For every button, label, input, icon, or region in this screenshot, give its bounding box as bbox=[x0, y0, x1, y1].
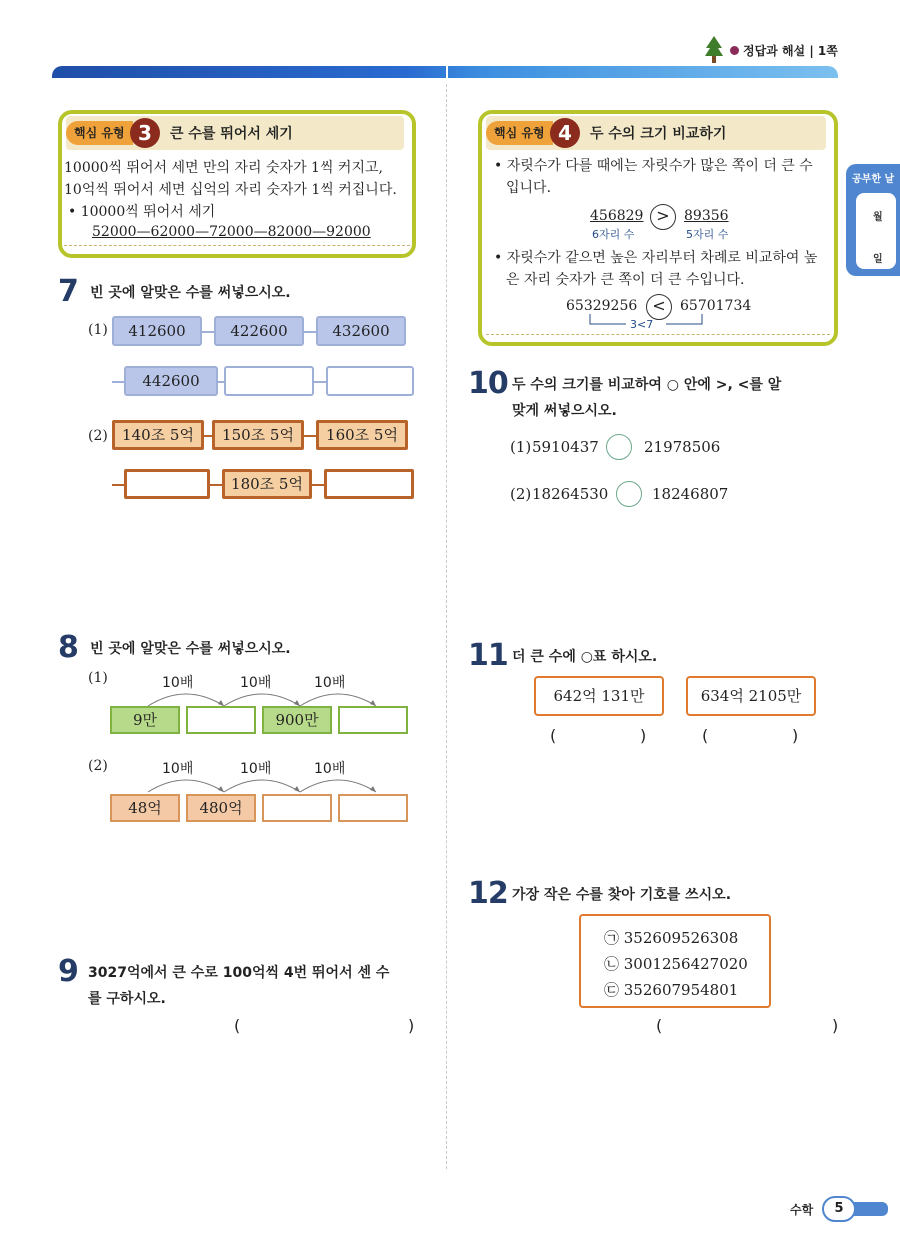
question-number: 8 bbox=[58, 630, 78, 665]
concept-number: 3 bbox=[130, 118, 160, 148]
answer-blank[interactable] bbox=[324, 469, 414, 499]
page-number: 5 bbox=[822, 1196, 856, 1222]
concept-dotted-line bbox=[64, 245, 410, 246]
concept-tag: 핵심 유형 bbox=[486, 121, 553, 145]
concept-text-line: 입니다. bbox=[506, 180, 552, 196]
concept-text-line: 10000씩 뛰어서 세면 만의 자리 숫자가 1씩 커지고, bbox=[64, 160, 383, 176]
sub-question-label: (2) bbox=[88, 758, 108, 774]
answer-paren-close: ) bbox=[792, 726, 799, 745]
answer-blank[interactable] bbox=[326, 366, 414, 396]
study-date-title: 공부한 날 bbox=[852, 174, 895, 185]
number-box: 480억 bbox=[186, 794, 256, 822]
top-bar-divider bbox=[446, 66, 448, 78]
step-label: 10배 bbox=[314, 675, 346, 691]
example-right-number: 89356 bbox=[684, 208, 729, 224]
sub-question-label: (1) bbox=[88, 670, 108, 686]
compare-right-number: 18246807 bbox=[652, 485, 729, 503]
question-text: 빈 곳에 알맞은 수를 써넣으시오. bbox=[90, 641, 291, 657]
number-box: 180조 5억 bbox=[222, 469, 312, 499]
sub-question-label: (1) bbox=[88, 322, 108, 338]
concept-sequence: 52000—62000—72000—82000—92000 bbox=[92, 224, 371, 240]
question-number: 7 bbox=[58, 274, 78, 309]
compare-left-number: 5910437 bbox=[532, 438, 599, 456]
question-text: 빈 곳에 알맞은 수를 써넣으시오. bbox=[90, 285, 291, 301]
concept-bullet: • 자릿수가 같으면 높은 자리부터 차례로 비교하여 높 bbox=[494, 250, 818, 266]
study-month-label: 월 bbox=[873, 212, 883, 223]
footer-subject: 수학 bbox=[790, 1203, 814, 1217]
concept-bullet: • 자릿수가 다를 때에는 자릿수가 많은 쪽이 더 큰 수 bbox=[494, 158, 813, 174]
answer-paren-open: ( bbox=[656, 1016, 663, 1035]
choice-item: ㉠ 352609526308 bbox=[604, 929, 739, 947]
concept-title: 큰 수를 뛰어서 세기 bbox=[170, 126, 293, 142]
number-box: 422600 bbox=[214, 316, 304, 346]
sub-question-label: (2) bbox=[88, 428, 108, 444]
answer-paren-close: ) bbox=[640, 726, 647, 745]
step-label: 10배 bbox=[240, 675, 272, 691]
number-box: 9만 bbox=[110, 706, 180, 734]
compare-answer-circle[interactable] bbox=[606, 434, 632, 460]
example-left-number: 456829 bbox=[590, 208, 644, 224]
answer-blank[interactable] bbox=[186, 706, 256, 734]
number-box: 160조 5억 bbox=[316, 420, 408, 450]
concept-title: 두 수의 크기 비교하기 bbox=[590, 126, 727, 142]
question-text: 3027억에서 큰 수로 100억씩 4번 뛰어서 센 수 bbox=[88, 965, 390, 981]
number-box: 140조 5억 bbox=[112, 420, 204, 450]
answer-blank[interactable] bbox=[338, 794, 408, 822]
number-box: 48억 bbox=[110, 794, 180, 822]
example-right-number: 65701734 bbox=[680, 298, 752, 314]
answer-blank[interactable] bbox=[262, 794, 332, 822]
question-text: 가장 작은 수를 찾아 기호를 쓰시오. bbox=[512, 887, 732, 903]
digit-count-note: 6자리 수 bbox=[592, 228, 635, 241]
question-number: 11 bbox=[468, 638, 508, 673]
step-arrows bbox=[140, 772, 380, 796]
question-text: 두 수의 크기를 비교하여 ○ 안에 >, <를 알 bbox=[512, 377, 782, 393]
answer-paren-close: ) bbox=[832, 1016, 839, 1035]
question-text: 를 구하시오. bbox=[88, 991, 166, 1007]
answer-blank[interactable] bbox=[224, 366, 314, 396]
number-box: 442600 bbox=[124, 366, 218, 396]
number-box: 412600 bbox=[112, 316, 202, 346]
compare-right-number: 21978506 bbox=[644, 438, 721, 456]
question-text: 맞게 써넣으시오. bbox=[512, 403, 617, 419]
concept-bullet: • 10000씩 뛰어서 세기 bbox=[68, 204, 216, 220]
number-card[interactable]: 634억 2105만 bbox=[686, 676, 816, 716]
compare-answer-circle[interactable] bbox=[616, 481, 642, 507]
column-divider bbox=[446, 84, 447, 1169]
study-day-label: 일 bbox=[873, 254, 883, 265]
step-label: 10배 bbox=[240, 761, 272, 777]
concept-tag: 핵심 유형 bbox=[66, 121, 133, 145]
answer-blank[interactable] bbox=[338, 706, 408, 734]
number-box: 150조 5억 bbox=[212, 420, 304, 450]
number-box: 432600 bbox=[316, 316, 406, 346]
step-label: 10배 bbox=[314, 761, 346, 777]
concept-dotted-line bbox=[486, 334, 830, 335]
sub-question-label: (1) bbox=[510, 438, 532, 456]
digit-compare-note: 3<7 bbox=[630, 318, 654, 331]
concept-number: 4 bbox=[550, 118, 580, 148]
answer-blank[interactable] bbox=[124, 469, 210, 499]
bullet-dot-icon bbox=[730, 46, 739, 55]
answer-paren-open: ( bbox=[550, 726, 557, 745]
compare-left-number: 18264530 bbox=[532, 485, 609, 503]
answer-paren-close: ) bbox=[408, 1016, 415, 1035]
answer-field[interactable] bbox=[668, 1014, 828, 1038]
step-label: 10배 bbox=[162, 675, 194, 691]
digit-count-note: 5자리 수 bbox=[686, 228, 729, 241]
answer-paren-open: ( bbox=[702, 726, 709, 745]
top-decoration-bar bbox=[52, 66, 838, 78]
choice-item: ㉢ 352607954801 bbox=[604, 981, 739, 999]
tree-icon bbox=[704, 36, 724, 64]
choice-item: ㉡ 3001256427020 bbox=[604, 955, 748, 973]
sub-question-label: (2) bbox=[510, 485, 532, 503]
answer-field[interactable] bbox=[246, 1014, 404, 1038]
question-number: 9 bbox=[58, 954, 78, 989]
concept-text-line: 10억씩 뛰어서 세면 십억의 자리 숫자가 1씩 커집니다. bbox=[64, 182, 397, 198]
question-number: 12 bbox=[468, 876, 508, 911]
example-left-number: 65329256 bbox=[566, 298, 638, 314]
answer-paren-open: ( bbox=[234, 1016, 241, 1035]
number-card[interactable]: 642억 131만 bbox=[534, 676, 664, 716]
answer-reference: 정답과 해설 | 1쪽 bbox=[743, 44, 838, 58]
compare-symbol: > bbox=[650, 204, 676, 230]
concept-text-line: 은 자리 숫자가 큰 쪽이 더 큰 수입니다. bbox=[506, 272, 745, 288]
compare-symbol: < bbox=[646, 294, 672, 320]
step-label: 10배 bbox=[162, 761, 194, 777]
question-text: 더 큰 수에 ○표 하시오. bbox=[512, 649, 658, 665]
question-number: 10 bbox=[468, 366, 508, 401]
number-box: 900만 bbox=[262, 706, 332, 734]
